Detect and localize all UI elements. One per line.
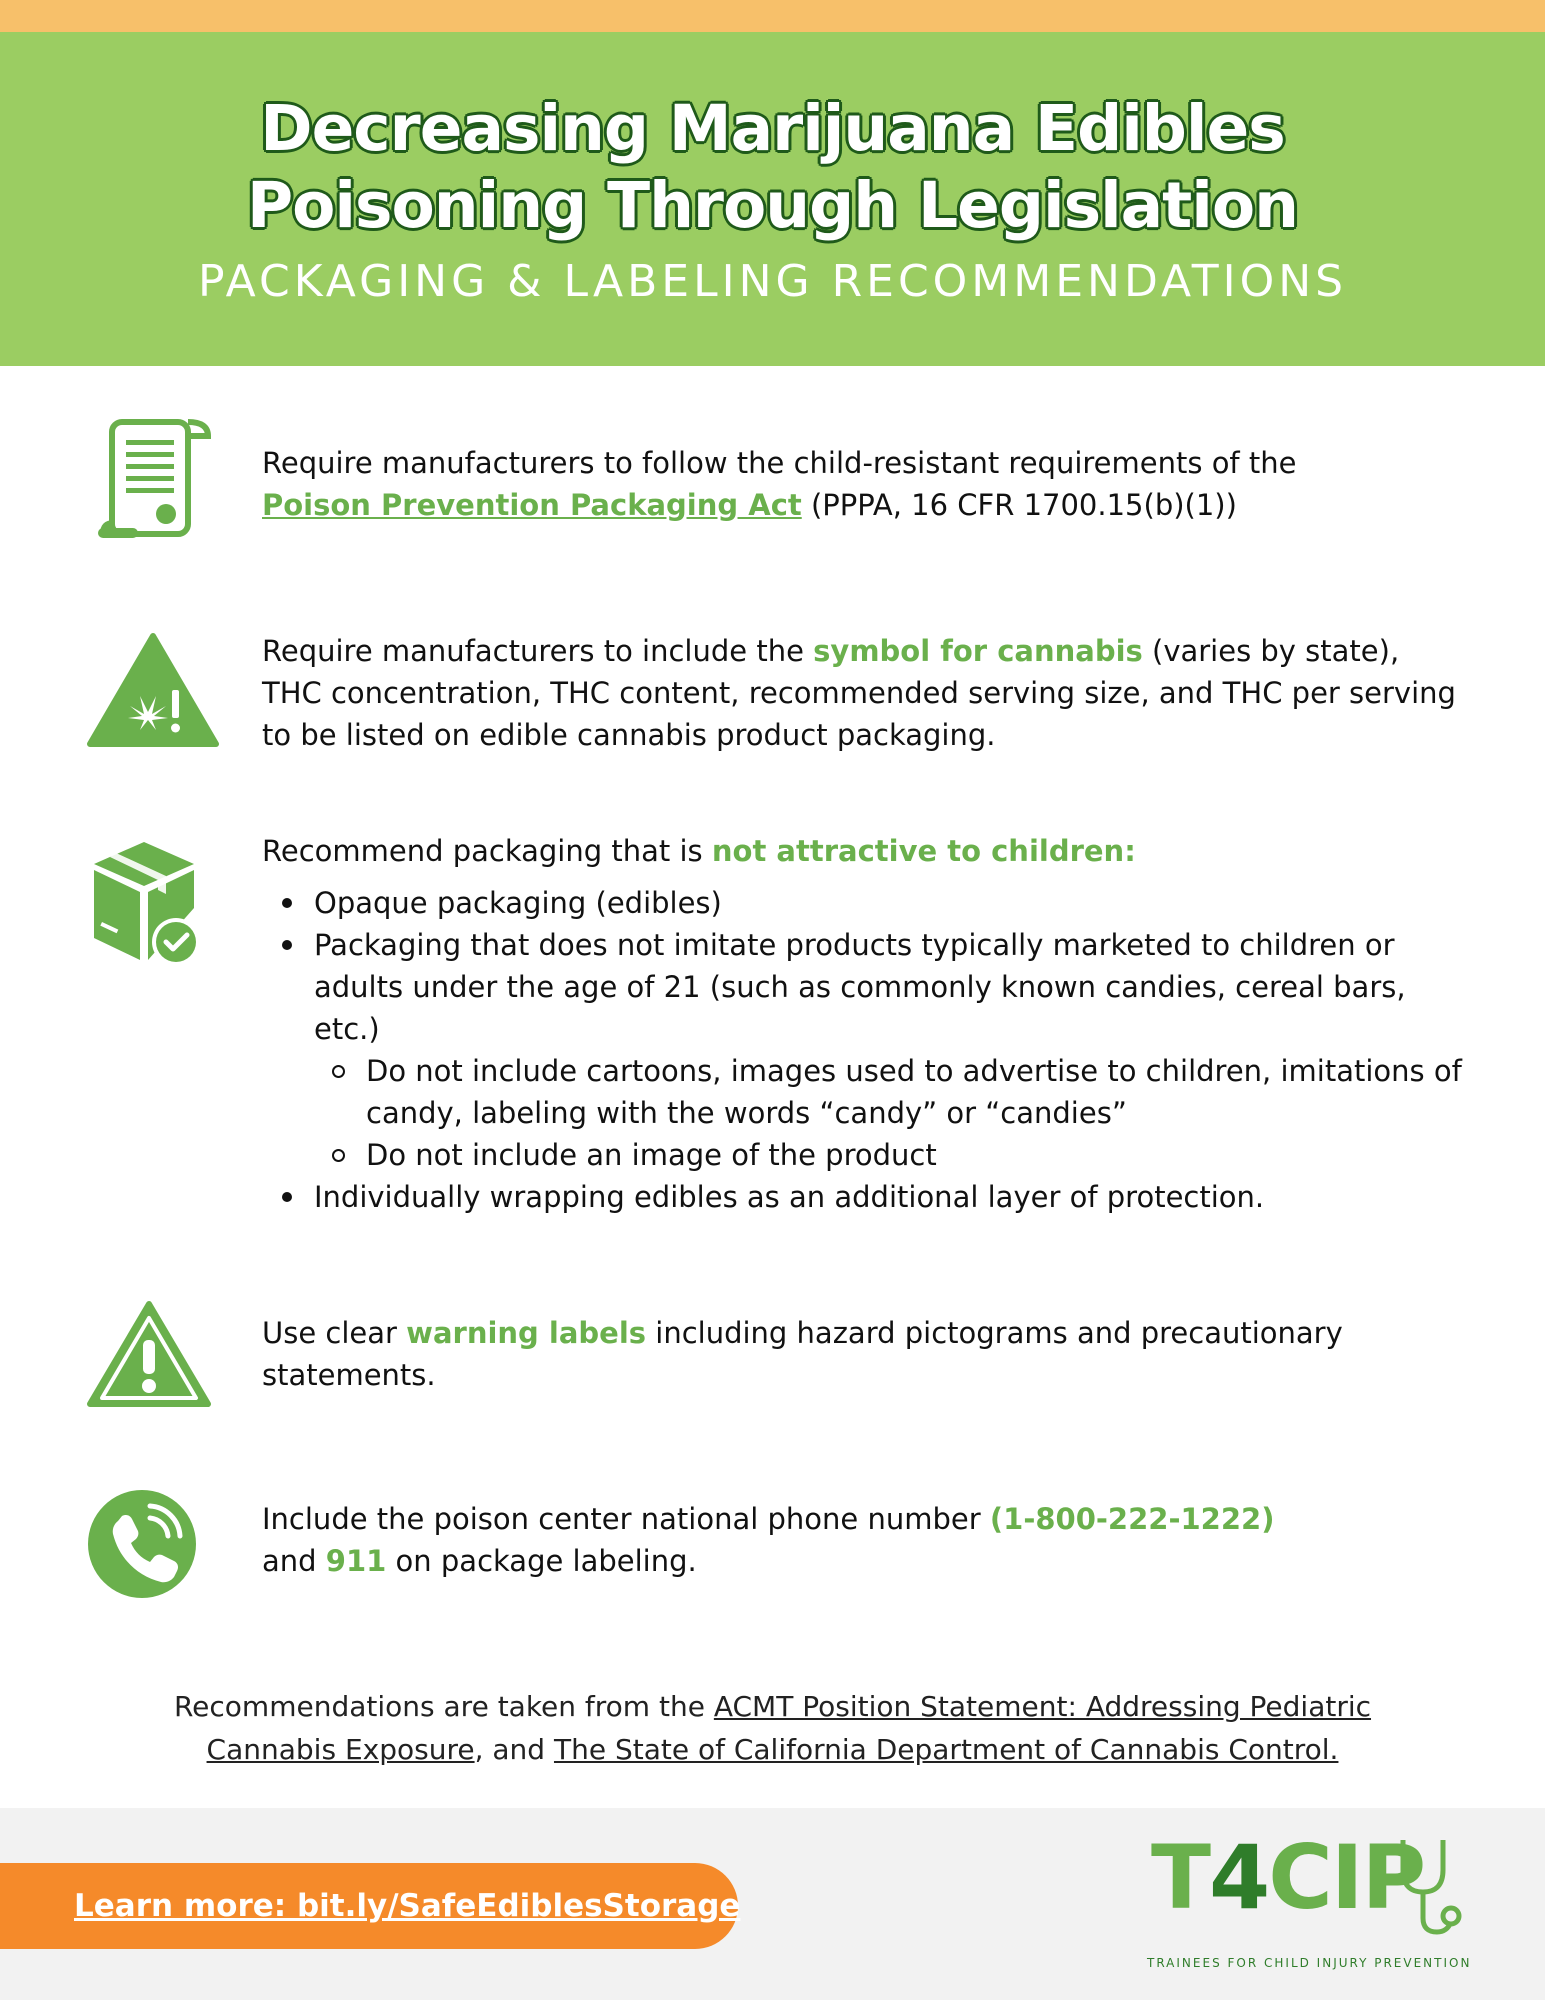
title-line-2: Poisoning Through Legislation bbox=[246, 169, 1299, 242]
recommendation-warning-text bbox=[262, 1312, 1462, 1396]
packaging-bullet-list bbox=[262, 882, 1462, 1218]
page-subtitle: PACKAGING & LABELING RECOMMENDATIONS bbox=[197, 256, 1348, 307]
recommendation-pppa-text bbox=[262, 442, 1462, 526]
phone-icon bbox=[86, 1488, 226, 1605]
list-item: Individually wrapping edibles as an additional layer of protection. bbox=[262, 1176, 1462, 1218]
logo-four: 4 bbox=[1209, 1826, 1269, 1929]
pppa-text-a: Require manufacturers to follow the child-resistant requirements of the bbox=[262, 446, 1297, 480]
pppa-link[interactable]: Poison Prevention Packaging Act bbox=[262, 488, 802, 522]
header-banner bbox=[0, 32, 1545, 366]
acmt-link-part-1[interactable]: ACMT Position Statement: Addressing Pediatric bbox=[713, 1690, 1372, 1723]
list-item-text: Packaging that does not imitate products typically marketed to children or adults under the age of 21 (such as commonly known candies, cereal bars, etc.) bbox=[314, 928, 1406, 1046]
warning-text-b: including hazard pictograms and precautionary statements. bbox=[262, 1316, 1343, 1392]
emergency-number: 911 bbox=[325, 1544, 387, 1578]
sources-note bbox=[0, 1685, 1545, 1771]
package-check-icon bbox=[86, 838, 226, 973]
cannabis-text-a: Require manufacturers to include the bbox=[262, 634, 814, 668]
logo-letter-t: T bbox=[1151, 1826, 1210, 1929]
logo-wordmark bbox=[1151, 1826, 1424, 1929]
packaging-highlight: not attractive to children: bbox=[711, 834, 1136, 868]
phone-text-b: and bbox=[262, 1544, 326, 1578]
phone-text-a: Include the poison center national phone number bbox=[262, 1502, 990, 1536]
recommendation-packaging-text bbox=[262, 830, 1462, 1218]
page-title bbox=[0, 32, 1545, 244]
t4cip-logo bbox=[1145, 1826, 1475, 1976]
phone-text-c: on package labeling. bbox=[386, 1544, 697, 1578]
warning-highlight: warning labels bbox=[406, 1316, 647, 1350]
sub-list-item: Do not include an image of the product bbox=[314, 1134, 1462, 1176]
title-line-1: Decreasing Marijuana Edibles bbox=[260, 92, 1285, 165]
document-scroll-icon bbox=[86, 418, 226, 553]
california-dcc-link[interactable]: The State of California Department of Cannabis Control. bbox=[553, 1733, 1339, 1766]
cannabis-text-b: (varies by state), THC concentration, THC content, recommended serving size, and THC per serving to be listed on edible cannabis product packaging. bbox=[262, 634, 1456, 752]
warning-text-a: Use clear bbox=[262, 1316, 407, 1350]
logo-tagline: TRAINEES FOR CHILD INJURY PREVENTION bbox=[1147, 1956, 1472, 1970]
cannabis-warning-icon bbox=[86, 632, 226, 755]
sources-text-b: , and bbox=[474, 1733, 554, 1766]
packaging-sub-list bbox=[314, 1050, 1462, 1176]
warning-triangle-icon bbox=[86, 1298, 226, 1415]
acmt-link-part-2[interactable]: Cannabis Exposure bbox=[206, 1733, 475, 1766]
cannabis-highlight: symbol for cannabis bbox=[813, 634, 1143, 668]
sub-list-item: Do not include cartoons, images used to advertise to children, imitations of candy, labeling with the words “candy” or “candies” bbox=[314, 1050, 1462, 1134]
list-item: Opaque packaging (edibles) bbox=[262, 882, 1462, 924]
recommendation-cannabis-text bbox=[262, 630, 1462, 756]
learn-more-link[interactable]: Learn more: bit.ly/SafeEdiblesStorage bbox=[0, 1863, 738, 1949]
list-item bbox=[262, 924, 1462, 1176]
stethoscope-icon bbox=[1393, 1836, 1465, 1946]
recommendation-phone-text bbox=[262, 1498, 1462, 1582]
top-accent-stripe bbox=[0, 0, 1545, 32]
logo-letters-cip: CIP bbox=[1268, 1826, 1425, 1929]
packaging-text-a: Recommend packaging that is bbox=[262, 834, 712, 868]
sources-text-a: Recommendations are taken from the bbox=[173, 1690, 714, 1723]
pppa-text-b: (PPPA, 16 CFR 1700.15(b)(1)) bbox=[801, 488, 1237, 522]
poison-center-number: (1-800-222-1222) bbox=[989, 1502, 1275, 1536]
footer bbox=[0, 1808, 1545, 2000]
